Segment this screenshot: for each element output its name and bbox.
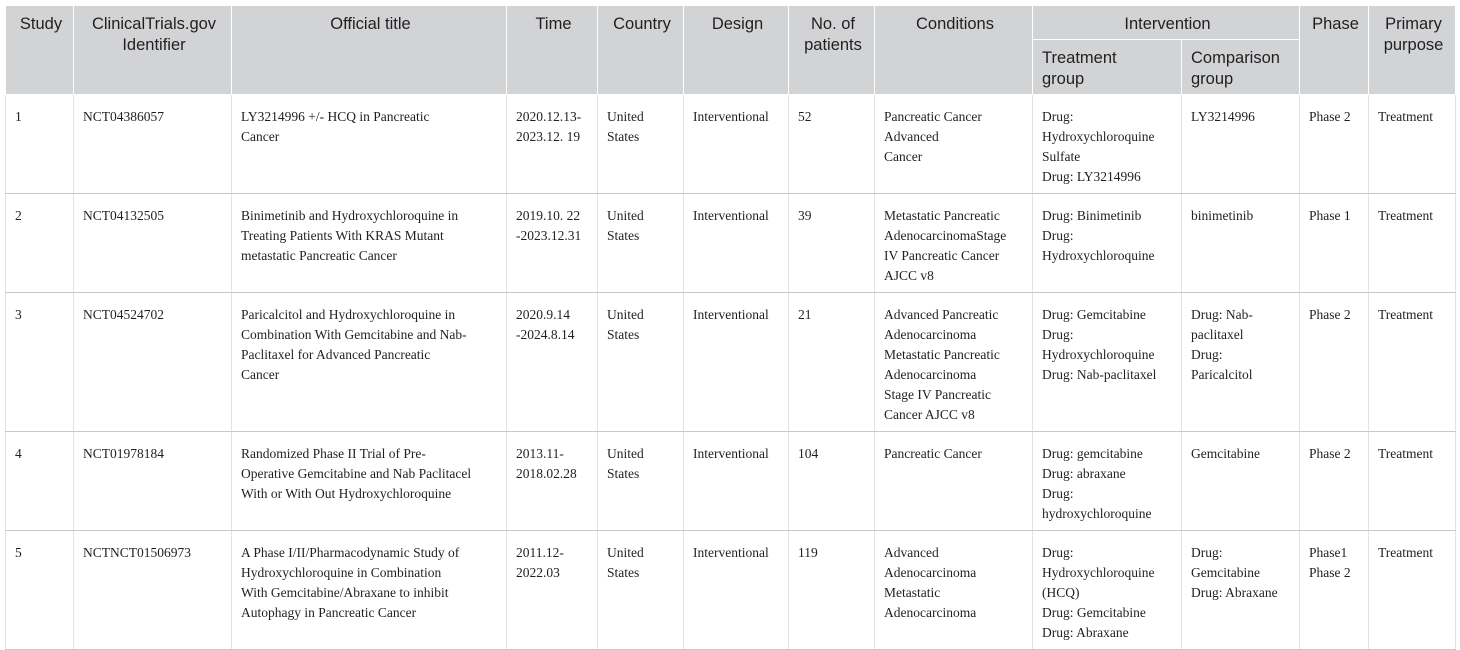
- cell-identifier: NCT04386057: [74, 95, 232, 194]
- cell-treatment-group-line: (HCQ): [1042, 585, 1080, 600]
- header-intervention: Intervention: [1033, 6, 1300, 40]
- cell-treatment-group-line: Hydroxychloroquine: [1042, 129, 1155, 144]
- header-patients: [789, 6, 875, 95]
- cell-time: [507, 293, 598, 432]
- cell-official-title-line: A Phase I/II/Pharmacodynamic Study of: [241, 545, 460, 560]
- cell-treatment-group-line: Drug: gemcitabine: [1042, 446, 1143, 461]
- cell-conditions-line: Pancreatic Cancer: [884, 446, 982, 461]
- cell-conditions-line: Metastatic Pancreatic: [884, 208, 1000, 223]
- cell-country: [598, 194, 684, 293]
- cell-official-title-line: Paricalcitol and Hydroxychloroquine in: [241, 307, 456, 322]
- cell-conditions-line: Adenocarcinoma: [884, 605, 977, 620]
- cell-conditions-line: Metastatic: [884, 585, 941, 600]
- header-patients-line: No. of: [810, 15, 856, 33]
- cell-identifier: NCT01978184: [74, 432, 232, 531]
- cell-official-title-line: Paclitaxel for Advanced Pancreatic: [241, 347, 431, 362]
- header-design: Design: [684, 6, 789, 95]
- cell-time-line: 2022.03: [516, 565, 560, 580]
- cell-time-line: 2020.12.13-: [516, 109, 582, 124]
- cell-identifier: NCT04132505: [74, 194, 232, 293]
- header-comparison-line: group: [1191, 70, 1234, 88]
- cell-conditions-line: IV Pancreatic Cancer: [884, 248, 1000, 263]
- cell-treatment-group-line: Hydroxychloroquine: [1042, 347, 1155, 362]
- cell-time: [507, 432, 598, 531]
- table-row: [6, 293, 1456, 432]
- cell-comparison-group: [1182, 293, 1300, 432]
- table-row: [6, 432, 1456, 531]
- cell-official-title: [232, 194, 507, 293]
- cell-comparison-group-line: Drug:: [1191, 347, 1223, 362]
- cell-treatment-group-line: hydroxychloroquine: [1042, 506, 1152, 521]
- cell-official-title: [232, 95, 507, 194]
- cell-phase-line: Phase 1: [1309, 208, 1351, 223]
- header-treatment-line: Treatment: [1042, 49, 1117, 67]
- table-row: [6, 531, 1456, 650]
- cell-phase-line: Phase 2: [1309, 565, 1351, 580]
- cell-phase: [1300, 432, 1369, 531]
- cell-country: [598, 95, 684, 194]
- table-header: [6, 6, 1456, 95]
- cell-identifier: NCTNCT01506973: [74, 531, 232, 650]
- table-body: [6, 95, 1456, 650]
- cell-treatment-group-line: Sulfate: [1042, 149, 1081, 164]
- cell-conditions: [875, 293, 1033, 432]
- cell-comparison-group: [1182, 432, 1300, 531]
- cell-time: [507, 531, 598, 650]
- cell-treatment-group-line: Drug:: [1042, 228, 1074, 243]
- cell-country-line: United: [607, 109, 644, 124]
- cell-treatment-group: [1033, 531, 1182, 650]
- clinical-trials-table: [5, 5, 1456, 650]
- cell-official-title-line: LY3214996 +/- HCQ in Pancreatic: [241, 109, 430, 124]
- header-patients-line: patients: [804, 36, 862, 54]
- cell-official-title: [232, 293, 507, 432]
- table-row: [6, 194, 1456, 293]
- cell-time-line: -2024.8.14: [516, 327, 575, 342]
- cell-time-line: 2018.02.28: [516, 466, 577, 481]
- cell-comparison-group-line: Drug: Abraxane: [1191, 585, 1278, 600]
- cell-phase-line: Phase1: [1309, 545, 1348, 560]
- cell-country-line: United: [607, 545, 644, 560]
- cell-treatment-group-line: Drug: Gemcitabine: [1042, 605, 1146, 620]
- cell-official-title-line: Cancer: [241, 367, 280, 382]
- header-identifier-line: ClinicalTrials.gov: [91, 15, 217, 33]
- cell-country-line: States: [607, 565, 640, 580]
- cell-country: [598, 293, 684, 432]
- cell-patients: 104: [789, 432, 875, 531]
- cell-phase-line: Phase 2: [1309, 307, 1351, 322]
- cell-treatment-group: [1033, 432, 1182, 531]
- cell-country-line: United: [607, 446, 644, 461]
- cell-conditions-line: Pancreatic Cancer: [884, 109, 982, 124]
- cell-country-line: States: [607, 327, 640, 342]
- cell-treatment-group: [1033, 95, 1182, 194]
- header-treatment-group: [1033, 40, 1182, 95]
- cell-study: 3: [6, 293, 74, 432]
- cell-official-title-line: Hydroxychloroquine in Combination: [241, 565, 442, 580]
- cell-phase-line: Phase 2: [1309, 109, 1351, 124]
- cell-comparison-group-line: paclitaxel: [1191, 327, 1244, 342]
- cell-conditions-line: Advanced: [884, 545, 939, 560]
- cell-official-title-line: With or With Out Hydroxychloroquine: [241, 486, 452, 501]
- cell-design: Interventional: [684, 95, 789, 194]
- cell-conditions-line: AdenocarcinomaStage: [884, 228, 1007, 243]
- cell-time: [507, 194, 598, 293]
- cell-official-title-line: Operative Gemcitabine and Nab Paclitacel: [241, 466, 472, 481]
- cell-design: Interventional: [684, 432, 789, 531]
- cell-official-title: [232, 531, 507, 650]
- cell-phase-line: Phase 2: [1309, 446, 1351, 461]
- cell-time-line: 2023.12. 19: [516, 129, 581, 144]
- cell-country-line: United: [607, 307, 644, 322]
- cell-official-title-line: With Gemcitabine/Abraxane to inhibit: [241, 585, 449, 600]
- cell-treatment-group-line: Drug: Binimetinib: [1042, 208, 1142, 223]
- cell-study: 4: [6, 432, 74, 531]
- cell-treatment-group-line: Hydroxychloroquine: [1042, 248, 1155, 263]
- cell-country-line: States: [607, 129, 640, 144]
- header-official-title: Official title: [232, 6, 507, 95]
- cell-phase: [1300, 95, 1369, 194]
- header-phase: Phase: [1300, 6, 1369, 95]
- cell-treatment-group-line: Drug: Gemcitabine: [1042, 307, 1146, 322]
- cell-conditions: [875, 95, 1033, 194]
- cell-study: 2: [6, 194, 74, 293]
- cell-design: Interventional: [684, 194, 789, 293]
- cell-conditions-line: Advanced: [884, 129, 939, 144]
- cell-country-line: States: [607, 228, 640, 243]
- header-comparison-line: Comparison: [1191, 49, 1280, 67]
- cell-comparison-group: [1182, 531, 1300, 650]
- header-study: Study: [6, 6, 74, 95]
- cell-study: 1: [6, 95, 74, 194]
- cell-treatment-group: [1033, 194, 1182, 293]
- cell-primary-purpose: Treatment: [1369, 432, 1456, 531]
- cell-official-title-line: metastatic Pancreatic Cancer: [241, 248, 397, 263]
- cell-conditions-line: Cancer AJCC v8: [884, 407, 975, 422]
- cell-design: Interventional: [684, 293, 789, 432]
- cell-time-line: 2013.11-: [516, 446, 564, 461]
- cell-treatment-group-line: Drug: Abraxane: [1042, 625, 1129, 640]
- cell-country: [598, 531, 684, 650]
- cell-country-line: United: [607, 208, 644, 223]
- cell-treatment-group-line: Drug: abraxane: [1042, 466, 1126, 481]
- cell-treatment-group-line: Drug: LY3214996: [1042, 169, 1141, 184]
- cell-conditions-line: Adenocarcinoma: [884, 565, 977, 580]
- cell-official-title-line: Combination With Gemcitabine and Nab-: [241, 327, 467, 342]
- cell-time-line: 2020.9.14: [516, 307, 570, 322]
- cell-phase: [1300, 194, 1369, 293]
- cell-primary-purpose: Treatment: [1369, 293, 1456, 432]
- cell-conditions-line: Metastatic Pancreatic: [884, 347, 1000, 362]
- cell-time-line: 2019.10. 22: [516, 208, 581, 223]
- cell-comparison-group-line: Drug: Nab-: [1191, 307, 1253, 322]
- header-time: Time: [507, 6, 598, 95]
- cell-official-title: [232, 432, 507, 531]
- cell-comparison-group-line: Gemcitabine: [1191, 446, 1260, 461]
- cell-treatment-group-line: Drug:: [1042, 486, 1074, 501]
- cell-treatment-group-line: Drug:: [1042, 109, 1074, 124]
- cell-conditions: [875, 194, 1033, 293]
- cell-patients: 119: [789, 531, 875, 650]
- cell-study: 5: [6, 531, 74, 650]
- cell-comparison-group-line: Paricalcitol: [1191, 367, 1253, 382]
- cell-conditions: [875, 432, 1033, 531]
- cell-conditions-line: Adenocarcinoma: [884, 327, 977, 342]
- cell-country: [598, 432, 684, 531]
- cell-primary-purpose: Treatment: [1369, 194, 1456, 293]
- cell-conditions-line: Stage IV Pancreatic: [884, 387, 991, 402]
- cell-country-line: States: [607, 466, 640, 481]
- cell-comparison-group: [1182, 194, 1300, 293]
- cell-primary-purpose: Treatment: [1369, 95, 1456, 194]
- cell-time-line: 2011.12-: [516, 545, 564, 560]
- cell-identifier: NCT04524702: [74, 293, 232, 432]
- header-primary-purpose: [1369, 6, 1456, 95]
- header-conditions: Conditions: [875, 6, 1033, 95]
- header-identifier-line: Identifier: [122, 36, 186, 54]
- cell-treatment-group-line: Drug: Nab-paclitaxel: [1042, 367, 1157, 382]
- cell-primary-purpose: Treatment: [1369, 531, 1456, 650]
- cell-official-title-line: Treating Patients With KRAS Mutant: [241, 228, 444, 243]
- cell-time-line: -2023.12.31: [516, 228, 582, 243]
- cell-conditions: [875, 531, 1033, 650]
- header-identifier: [74, 6, 232, 95]
- cell-patients: 39: [789, 194, 875, 293]
- cell-official-title-line: Cancer: [241, 129, 280, 144]
- cell-phase: [1300, 293, 1369, 432]
- cell-comparison-group-line: binimetinib: [1191, 208, 1254, 223]
- cell-design: Interventional: [684, 531, 789, 650]
- cell-time: [507, 95, 598, 194]
- cell-treatment-group-line: Drug:: [1042, 545, 1074, 560]
- cell-conditions-line: Cancer: [884, 149, 923, 164]
- cell-comparison-group: [1182, 95, 1300, 194]
- cell-treatment-group: [1033, 293, 1182, 432]
- cell-official-title-line: Autophagy in Pancreatic Cancer: [241, 605, 417, 620]
- cell-comparison-group-line: Gemcitabine: [1191, 565, 1260, 580]
- cell-conditions-line: Adenocarcinoma: [884, 367, 977, 382]
- header-treatment-line: group: [1042, 70, 1085, 88]
- cell-patients: 21: [789, 293, 875, 432]
- cell-conditions-line: Advanced Pancreatic: [884, 307, 999, 322]
- cell-treatment-group-line: Hydroxychloroquine: [1042, 565, 1155, 580]
- table-row: [6, 95, 1456, 194]
- cell-patients: 52: [789, 95, 875, 194]
- cell-treatment-group-line: Drug:: [1042, 327, 1074, 342]
- cell-comparison-group-line: LY3214996: [1191, 109, 1255, 124]
- header-purpose-line: purpose: [1383, 36, 1444, 54]
- cell-official-title-line: Randomized Phase II Trial of Pre-: [241, 446, 426, 461]
- header-purpose-line: Primary: [1385, 15, 1442, 33]
- header-country: Country: [598, 6, 684, 95]
- cell-phase: [1300, 531, 1369, 650]
- header-comparison-group: [1182, 40, 1300, 95]
- cell-official-title-line: Binimetinib and Hydroxychloroquine in: [241, 208, 459, 223]
- cell-conditions-line: AJCC v8: [884, 268, 934, 283]
- cell-comparison-group-line: Drug:: [1191, 545, 1223, 560]
